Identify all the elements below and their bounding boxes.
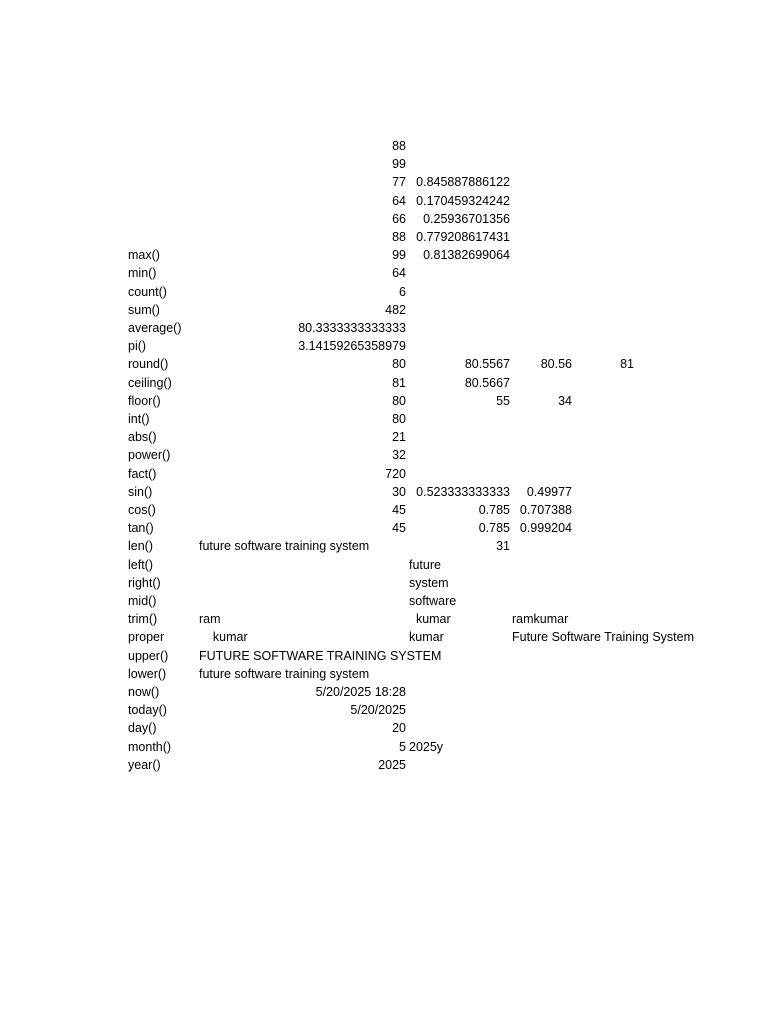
value-cell: 2025y xyxy=(409,739,444,754)
value-cell: 5/20/2025 18:28 xyxy=(315,685,406,699)
function-label-cell: month() xyxy=(128,739,172,754)
function-label-cell: tan() xyxy=(128,521,154,536)
function-label-cell: lower() xyxy=(128,666,167,681)
value-cell: 5 xyxy=(399,739,406,754)
function-label-cell: int() xyxy=(128,412,150,426)
value-cell: kumar xyxy=(199,630,248,645)
function-label-cell: upper() xyxy=(128,648,169,663)
value-cell: 0.707388 xyxy=(519,503,572,517)
value-cell: 6 xyxy=(399,284,406,299)
value-cell: 80.3333333333333 xyxy=(298,321,406,335)
value-cell: 64 xyxy=(392,193,406,208)
value-cell: 77 xyxy=(392,175,406,190)
function-label-cell: round() xyxy=(128,357,169,372)
value-cell: FUTURE SOFTWARE TRAINING SYSTEM xyxy=(199,648,442,663)
value-cell: 80.5667 xyxy=(464,375,510,390)
function-label-cell: fact() xyxy=(128,466,157,481)
value-cell: 21 xyxy=(392,430,406,445)
value-cell: 34 xyxy=(558,393,572,408)
value-cell: 80 xyxy=(392,393,406,408)
value-cell: 2025 xyxy=(378,757,406,772)
value-cell: kumar xyxy=(409,612,451,627)
value-cell: 81 xyxy=(620,357,634,372)
value-cell: system xyxy=(409,575,449,590)
value-cell: 64 xyxy=(392,266,406,281)
value-cell: 88 xyxy=(392,139,406,153)
value-cell: Future Software Training System xyxy=(512,630,695,645)
function-label-cell: max() xyxy=(128,248,160,263)
value-cell: 5/20/2025 xyxy=(350,703,406,718)
function-label-cell: year() xyxy=(128,757,161,772)
function-label-cell: left() xyxy=(128,557,153,572)
value-cell: ramkumar xyxy=(512,612,569,627)
value-cell: 80 xyxy=(392,412,406,426)
function-label-cell: abs() xyxy=(128,430,157,445)
value-cell: kumar xyxy=(409,630,444,645)
function-label-cell: now() xyxy=(128,685,160,699)
value-cell: 32 xyxy=(392,448,406,463)
value-cell: 20 xyxy=(392,721,406,736)
value-cell: 99 xyxy=(392,248,406,263)
value-cell: 81 xyxy=(392,375,406,390)
value-cell: 45 xyxy=(392,521,406,536)
function-label-cell: floor() xyxy=(128,393,161,408)
function-label-cell: average() xyxy=(128,321,182,335)
function-label-cell: sin() xyxy=(128,484,153,499)
value-cell: 31 xyxy=(496,539,510,554)
value-cell: 0.845887886122 xyxy=(416,175,510,190)
value-cell: 0.785 xyxy=(478,503,510,517)
value-cell: 88 xyxy=(392,230,406,244)
value-cell: 0.779208617431 xyxy=(416,230,510,244)
value-cell: ram xyxy=(199,612,221,627)
function-label-cell: proper xyxy=(128,630,165,645)
value-cell: 0.785 xyxy=(478,521,510,536)
value-cell: software xyxy=(409,594,457,608)
value-cell: 0.49977 xyxy=(526,484,572,499)
value-cell: 0.523333333333 xyxy=(416,484,510,499)
value-cell: 0.81382699064 xyxy=(423,248,510,263)
function-label-cell: today() xyxy=(128,703,167,718)
value-cell: future software training system xyxy=(199,666,370,681)
function-label-cell: len() xyxy=(128,539,154,554)
value-cell: 0.999204 xyxy=(519,521,572,536)
value-cell: future xyxy=(409,557,441,572)
function-label-cell: power() xyxy=(128,448,171,463)
function-label-cell: right() xyxy=(128,575,161,590)
function-label-cell: ceiling() xyxy=(128,375,172,390)
value-cell: 0.170459324242 xyxy=(416,193,510,208)
value-cell: future software training system xyxy=(199,539,370,554)
function-label-cell: count() xyxy=(128,284,167,299)
function-label-cell: sum() xyxy=(128,302,160,317)
function-label-cell: day() xyxy=(128,721,157,736)
value-cell: 30 xyxy=(392,484,406,499)
value-cell: 720 xyxy=(385,466,406,481)
value-cell: 80 xyxy=(392,357,406,372)
value-cell: 99 xyxy=(392,157,406,172)
function-label-cell: pi() xyxy=(128,339,147,354)
value-cell: 80.56 xyxy=(540,357,572,372)
value-cell: 66 xyxy=(392,211,406,226)
value-cell: 482 xyxy=(385,302,406,317)
function-label-cell: cos() xyxy=(128,503,156,517)
value-cell: 55 xyxy=(496,393,510,408)
function-label-cell: min() xyxy=(128,266,157,281)
value-cell: 80.5567 xyxy=(464,357,510,372)
value-cell: 3.14159265358979 xyxy=(298,339,406,354)
value-cell: 0.25936701356 xyxy=(423,211,510,226)
function-label-cell: trim() xyxy=(128,612,158,627)
function-label-cell: mid() xyxy=(128,594,157,608)
value-cell: 45 xyxy=(392,503,406,517)
